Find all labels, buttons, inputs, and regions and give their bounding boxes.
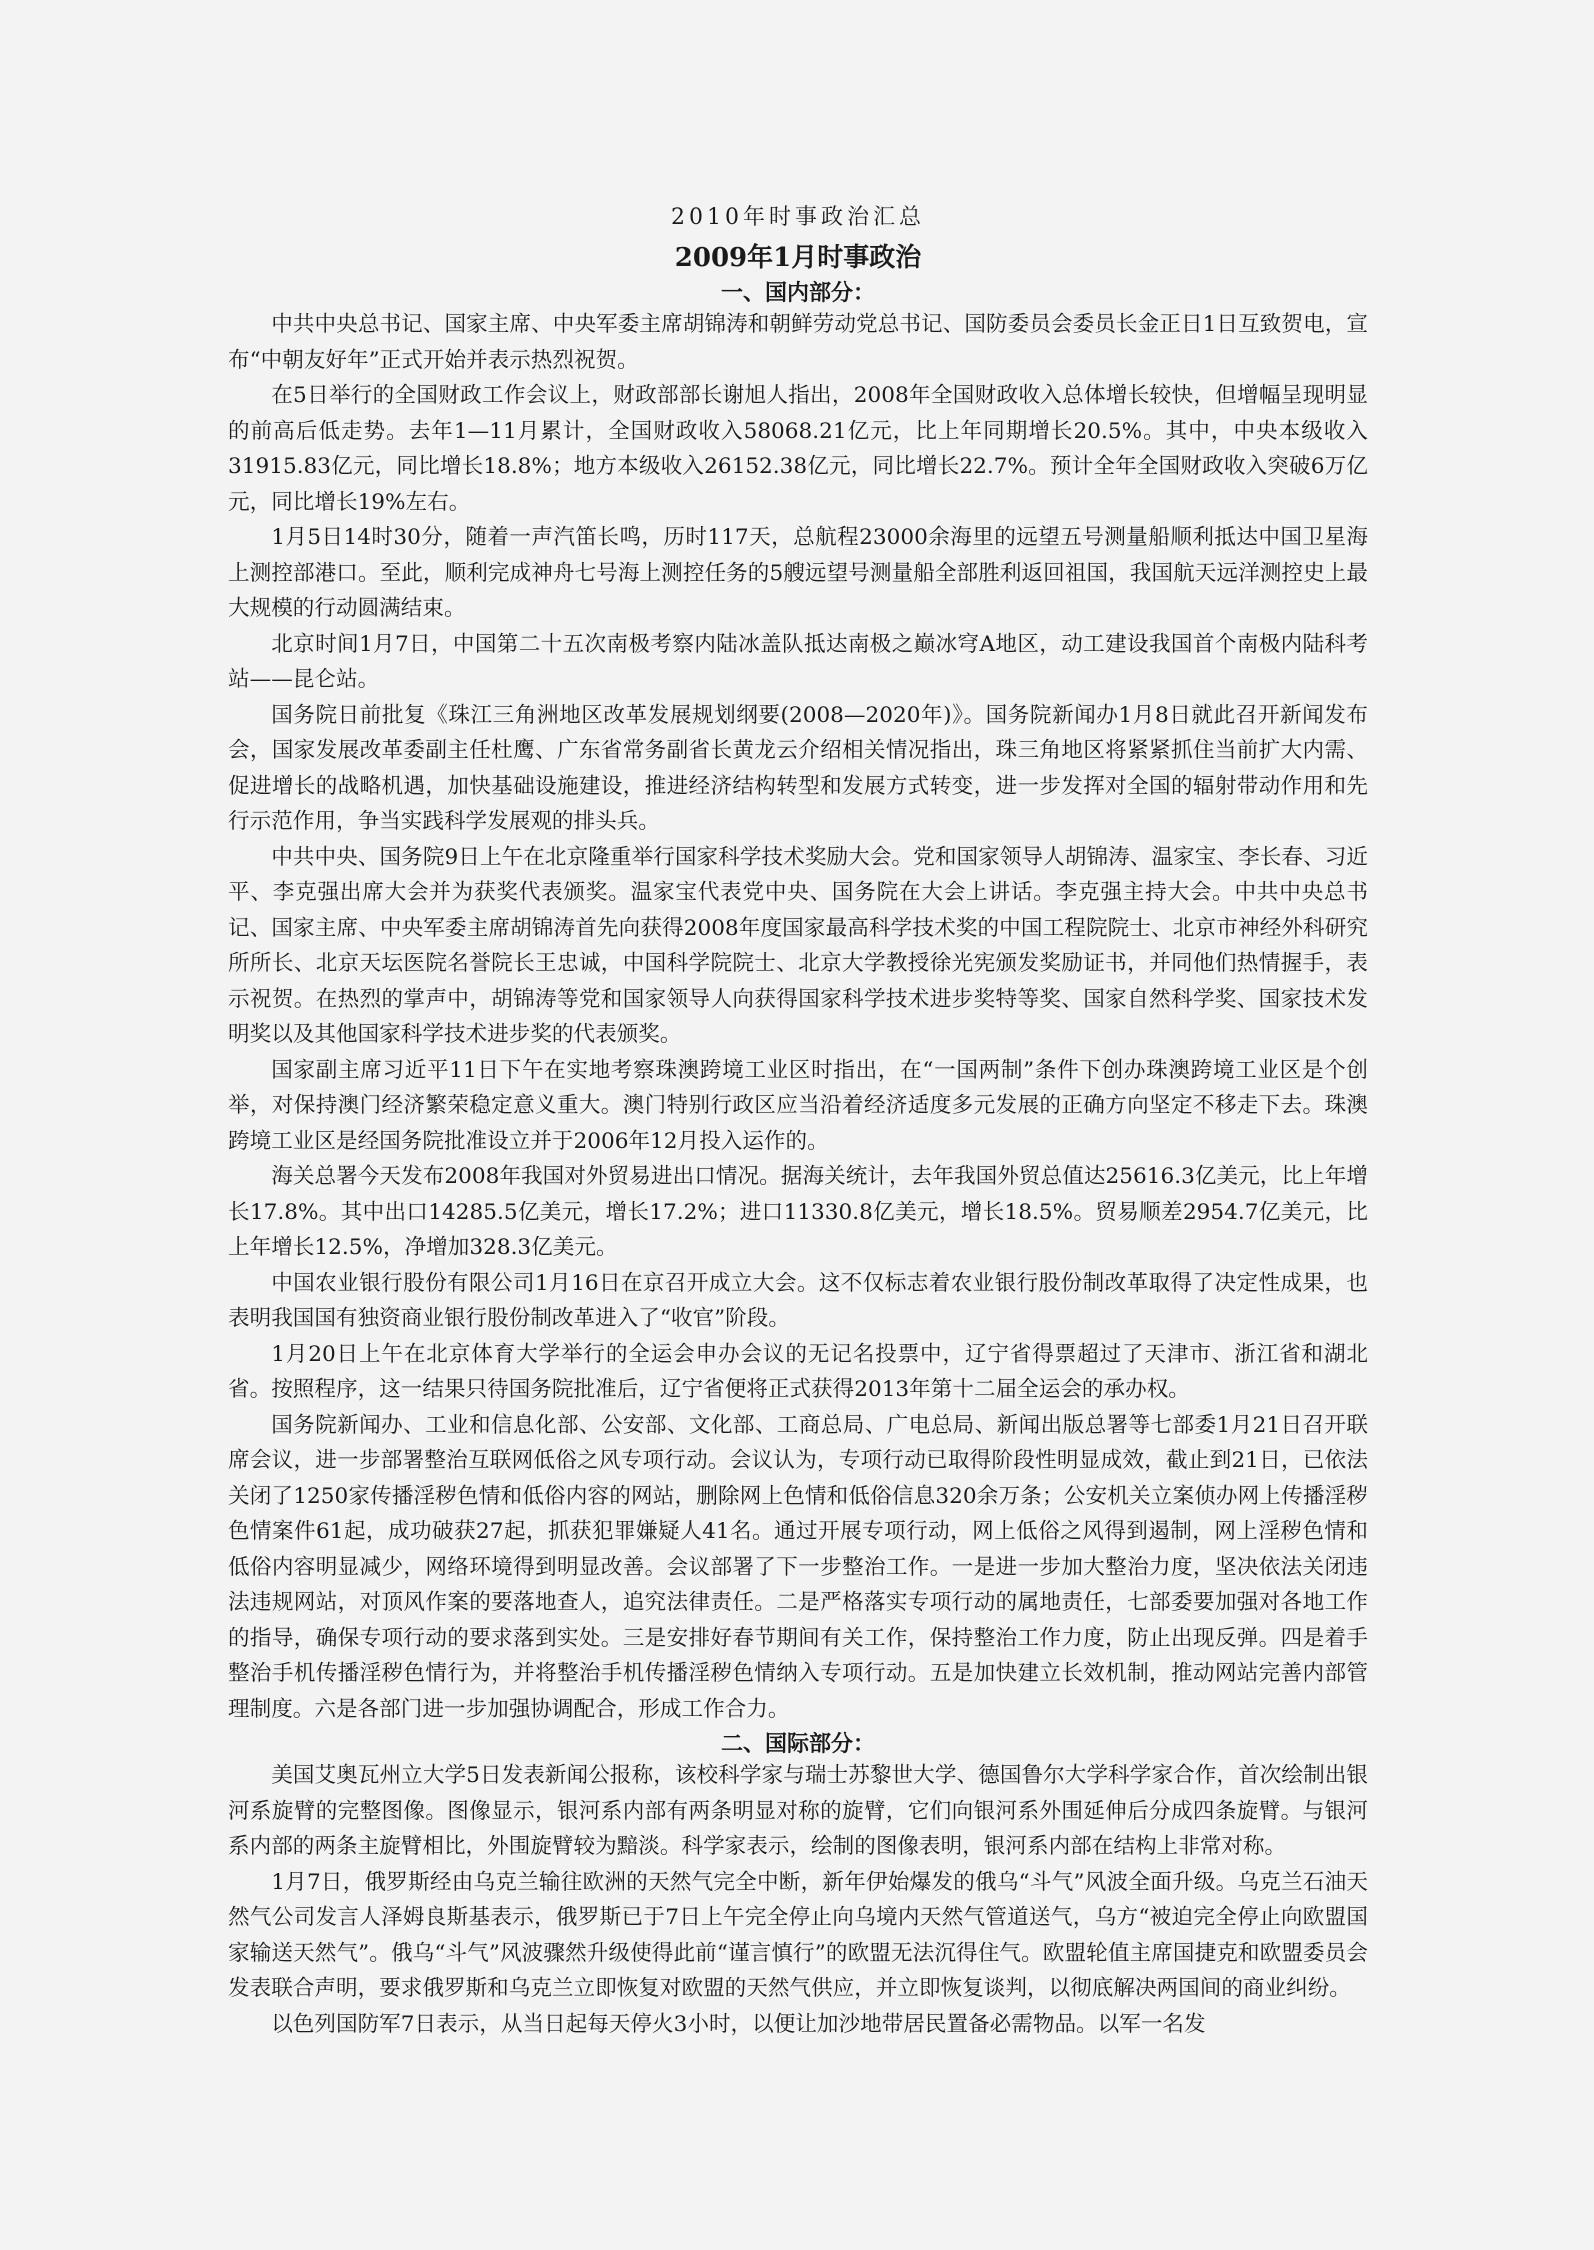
paragraph: 1月20日上午在北京体育大学举行的全运会申办会议的无记名投票中，辽宁省得票超过了天津市、浙江省和湖北省。按照程序，这一结果只待国务院批准后，辽宁省便将正式获得2013年第十二届全运会的承办权。 xyxy=(228,1341,1368,1402)
paragraph: 在5日举行的全国财政工作会议上，财政部部长谢旭人指出，2008年全国财政收入总体增长较快，但增幅呈现明显的前高后低走势。去年1—11月累计，全国财政收入58068.21亿元，比上年同期增长20.5%。其中，中央本级收入31915.83亿元，同比增长18.8%；地方本级收入26152.38亿元，同比增长22.7%。预计全年全国财政收入突破6万亿元，同比增长19%左右。 xyxy=(228,383,1368,515)
paragraph: 国务院日前批复《珠江三角洲地区改革发展规划纲要(2008—2020年)》。国务院新闻办1月8日就此召开新闻发布会，国家发展改革委副主任杜鹰、广东省常务副省长黄龙云介绍相关情况指出，珠三角地区将紧紧抓住当前扩大内需、促进增长的战略机遇，加快基础设施建设，推进经济结构转型和发展方式转变，进一步发挥对全国的辐射带动作用和先行示范作用，争当实践科学发展观的排头兵。 xyxy=(228,702,1368,834)
section-international xyxy=(228,1727,1368,2042)
section-domestic xyxy=(228,276,1368,1727)
paragraph: 中共中央总书记、国家主席、中央军委主席胡锦涛和朝鲜劳动党总书记、国防委员会委员长金正日1日互致贺电，宣布“中朝友好年”正式开始并表示热烈祝贺。 xyxy=(228,312,1368,373)
paragraph: 美国艾奥瓦州立大学5日发表新闻公报称，该校科学家与瑞士苏黎世大学、德国鲁尔大学科学家合作，首次绘制出银河系旋臂的完整图像。图像显示，银河系内部有两条明显对称的旋臂，它们向银河系外围延伸后分成四条旋臂。与银河系内部的两条主旋臂相比，外围旋臂较为黯淡。科学家表示，绘制的图像表明，银河系内部在结构上非常对称。 xyxy=(228,1763,1368,1859)
paragraph: 中共中央、国务院9日上午在北京隆重举行国家科学技术奖励大会。党和国家领导人胡锦涛、温家宝、李长春、习近平、李克强出席大会并为获奖代表颁奖。温家宝代表党中央、国务院在大会上讲话。李克强主持大会。中共中央总书记、国家主席、中央军委主席胡锦涛首先向获得2008年度国家最高科学技术奖的中国工程院院士、北京市神经外科研究所所长、北京天坛医院名誉院长王忠诚，中国科学院院士、北京大学教授徐光宪颁发奖励证书，并同他们热情握手，表示祝贺。在热烈的掌声中，胡锦涛等党和国家领导人向获得国家科学技术进步奖特等奖、国家自然科学奖、国家技术发明奖以及其他国家科学技术进步奖的代表颁奖。 xyxy=(228,844,1368,1047)
paragraph: 海关总署今天发布2008年我国对外贸易进出口情况。据海关统计，去年我国外贸总值达25616.3亿美元，比上年增长17.8%。其中出口14285.5亿美元，增长17.2%；进口11330.8亿美元，增长18.5%。贸易顺差2954.7亿美元，比上年增长12.5%，净增加328.3亿美元。 xyxy=(228,1164,1368,1260)
paragraph: 中国农业银行股份有限公司1月16日在京召开成立大会。这不仅标志着农业银行股份制改革取得了决定性成果，也表明我国国有独资商业银行股份制改革进入了“收官”阶段。 xyxy=(228,1270,1368,1331)
document-title: 2010年时事政治汇总 xyxy=(671,205,925,230)
month-title: 2009年1月时事政治 xyxy=(674,243,922,273)
paragraph: 以色列国防军7日表示，从当日起每天停火3小时，以便让加沙地带居民置备必需物品。以军一名发 xyxy=(271,2011,1206,2037)
document-body xyxy=(228,200,1368,2042)
section-heading: 二、国际部分： xyxy=(720,1731,875,1757)
paragraph: 1月5日14时30分，随着一声汽笛长鸣，历时117天，总航程23000余海里的远望五号测量船顺利抵达中国卫星海上测控部港口。至此，顺利完成神舟七号海上测控任务的5艘远望号测量船全部胜利返回祖国，我国航天远洋测控史上最大规模的行动圆满结束。 xyxy=(228,525,1368,621)
paragraph: 北京时间1月7日，中国第二十五次南极考察内陆冰盖队抵达南极之巅冰穹A地区，动工建设我国首个南极内陆科考站——昆仑站。 xyxy=(228,631,1368,692)
paragraph: 国务院新闻办、工业和信息化部、公安部、文化部、工商总局、广电总局、新闻出版总署等七部委1月21日召开联席会议，进一步部署整治互联网低俗之风专项行动。会议认为，专项行动已取得阶段性明显成效，截止到21日，已依法关闭了1250家传播淫秽色情和低俗内容的网站，删除网上色情和低俗信息320余万条；公安机关立案侦办网上传播淫秽色情案件61起，成功破获27起，抓获犯罪嫌疑人41名。通过开展专项行动，网上低俗之风得到遏制，网上淫秽色情和低俗内容明显减少，网络环境得到明显改善。会议部署了下一步整治工作。一是进一步加大整治力度，坚决依法关闭违法违规网站，对顶风作案的要落地查人，追究法律责任。二是严格落实专项行动的属地责任，七部委要加强对各地工作的指导，确保专项行动的要求落到实处。三是安排好春节期间有关工作，保持整治工作力度，防止出现反弹。四是着手整治手机传播淫秽色情行为，并将整治手机传播淫秽色情纳入专项行动。五是加快建立长效机制，推动网站完善内部管理制度。六是各部门进一步加强协调配合，形成工作合力。 xyxy=(228,1412,1368,1722)
section-heading: 一、国内部分： xyxy=(720,280,875,306)
paragraph: 国家副主席习近平11日下午在实地考察珠澳跨境工业区时指出，在“一国两制”条件下创办珠澳跨境工业区是个创举，对保持澳门经济繁荣稳定意义重大。澳门特别行政区应当沿着经济适度多元发展的正确方向坚定不移走下去。珠澳跨境工业区是经国务院批准设立并于2006年12月投入运作的。 xyxy=(228,1057,1368,1154)
paragraph: 1月7日，俄罗斯经由乌克兰输往欧洲的天然气完全中断，新年伊始爆发的俄乌“斗气”风波全面升级。乌克兰石油天然气公司发言人泽姆良斯基表示，俄罗斯已于7日上午完全停止向乌境内天然气管道送气，乌方“被迫完全停止向欧盟国家输送天然气”。俄乌“斗气”风波骤然升级使得此前“谨言慎行”的欧盟无法沉得住气。欧盟轮值主席国捷克和欧盟委员会发表联合声明，要求俄罗斯和乌克兰立即恢复对欧盟的天然气供应，并立即恢复谈判，以彻底解决两国间的商业纠纷。 xyxy=(228,1869,1368,2001)
